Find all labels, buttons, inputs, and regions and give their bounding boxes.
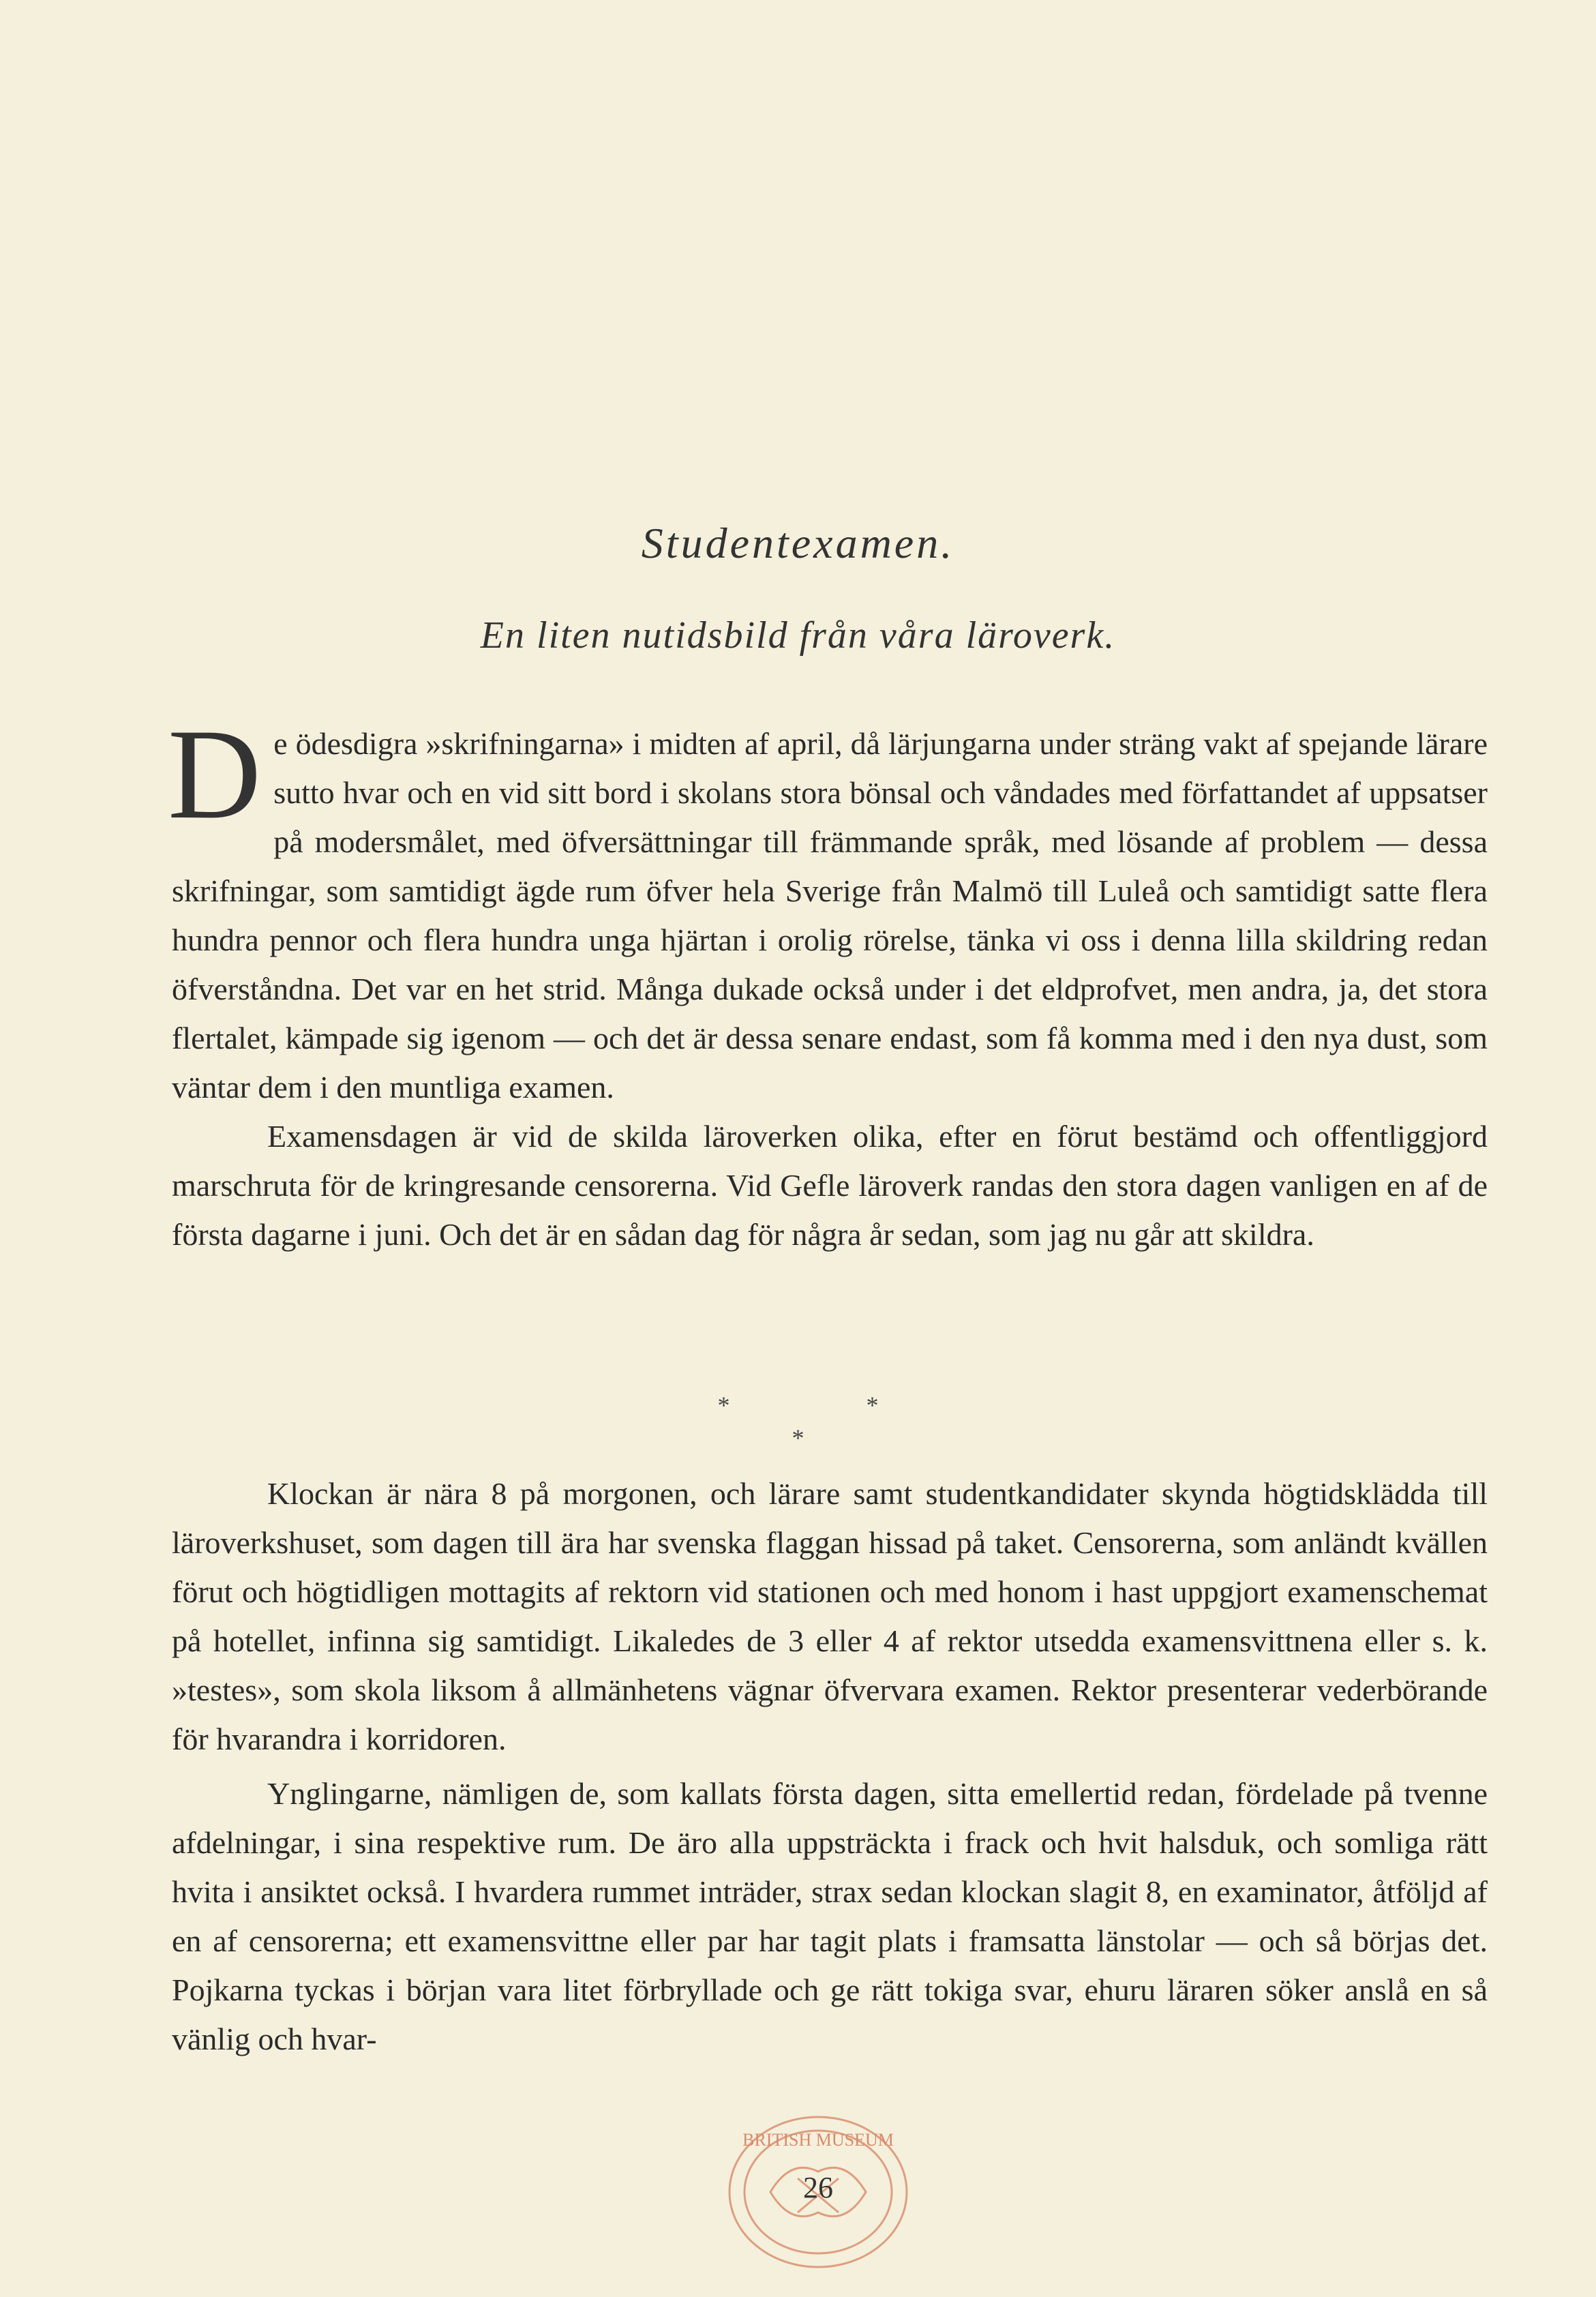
paragraph-1-text: e ödesdigra »skrifningarna» i midten af april, då lärjungarna under sträng vakt af spejande lärare sutto hvar och en vid sitt bord i skolans stora bönsal och våndades med författandet af uppsatser på modersmålet, med öfversättningar till främmande språk, med lösande af problem — dessa skrifningar, som samtidigt ägde rum öfver hela Sverige från Malmö till Luleå och samtidigt satte flera hundra pennor och flera hundra unga hjärtan i orolig rörelse, tänka vi oss i denna lilla skildring redan öfverståndna. Det var en het strid. Många dukade också under i det eldprofvet, men andra, ja, det stora flertalet, kämpade sig igenom — och det är dessa senare endast, som få komma med i den nya dust, som väntar dem i den muntliga examen.: [172, 726, 1488, 1105]
paragraph-4: Ynglingarne, nämligen de, som kallats första dagen, sitta emellertid redan, fördelade på tvenne afdelningar, i sina respektive rum. De äro alla uppsträckta i frack och hvit halsduk, och somliga rätt hvita i ansiktet också. I hvardera rummet inträder, strax sedan klockan slagit 8, en examinator, åtföljd af en af censorerna; ett examensvittne eller par har tagit plats i framsatta länstolar — och så börjas det. Pojkarna tyckas i början vara litet förbryllade och ge rätt tokiga svar, ehuru läraren söker anslå en så vänlig och hvar-: [172, 1776, 1488, 2056]
page-title: Studentexamen.: [641, 519, 955, 567]
asterisk-right: *: [866, 1392, 879, 1419]
drop-cap: D: [168, 703, 262, 846]
paragraph-2: Examensdagen är vid de skilda läroverken olika, efter en förut bestämd och offentliggjord marschruta för de kringresande censorerna. Vid Gefle läroverk randas den stora dagen vanligen en af de första dagarne i juni. Och det är en sådan dag för några år sedan, som jag nu går att skildra.: [172, 1119, 1488, 1252]
section-one: [168, 703, 1488, 1259]
asterisk-left: *: [717, 1392, 730, 1419]
museum-stamp: [723, 2110, 914, 2274]
paragraph-1: [168, 703, 1488, 1112]
asterisk-bottom: *: [792, 1424, 804, 1452]
section-divider: [0, 1391, 1596, 1452]
page-number: 26: [803, 2171, 833, 2204]
paragraph-3: Klockan är nära 8 på morgonen, och lärare samt studentkandidater skynda högtidsklädda till läroverkshuset, som dagen till ära har svenska flaggan hissad på taket. Censorerna, som anländt kvällen förut och högtidligen mottagits af rektorn vid stationen och med honom i hast uppgjort examenschemat på hotellet, infinna sig samtidigt. Likaledes de 3 eller 4 af rektor utsedda examensvittnena eller s. k. »testes», som skola liksom å allmänhetens vägnar öfvervara examen. Rektor presenterar vederbörande för hvarandra i korridoren.: [172, 1476, 1488, 1756]
stamp-text: BRITISH MUSEUM: [742, 2130, 894, 2150]
section-two: [172, 1469, 1488, 2064]
page-subtitle: En liten nutidsbild från våra läroverk.: [480, 614, 1116, 657]
